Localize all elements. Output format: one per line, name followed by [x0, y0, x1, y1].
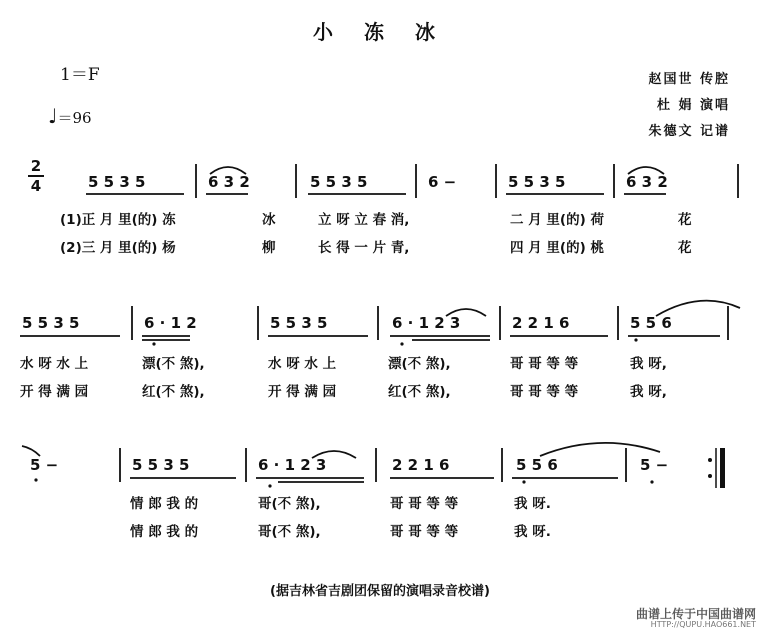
s1-measure-2-notes: 6 3 2	[208, 173, 250, 191]
credit-arranger: 赵国世 传腔	[648, 72, 730, 87]
s3-verse1-lyric-3: 哥(不 煞),	[258, 496, 321, 512]
s2-measure-6-notes: 5 5 6	[630, 314, 672, 332]
s1-verse2-lyric-3: 长 得 一 片 青,	[318, 240, 410, 256]
page-title: 小 冻 冰	[313, 20, 447, 44]
s2-verse2-lyric-5: 哥 哥 等 等	[510, 384, 579, 400]
s2-verse2-lyric-3: 开 得 满 园	[268, 384, 337, 400]
s2-verse1-lyric-5: 哥 哥 等 等	[510, 356, 579, 372]
slur	[628, 167, 664, 174]
s2-measure-4-notes: 6 · 1 2 3	[392, 314, 461, 332]
s2-verse1-lyric-4: 漂(不 煞),	[388, 356, 451, 372]
octave-dots	[34, 338, 653, 487]
s3-measure-5-notes: 5 5 6	[516, 456, 558, 474]
s2-verse2-lyric-2: 红(不 煞),	[142, 384, 205, 400]
s3-measure-2-notes: 5 5 3 5	[132, 456, 190, 474]
slur	[312, 451, 356, 458]
s1-verse1-lyric-6: 花	[678, 212, 692, 228]
s2-verse2-lyric-4: 红(不 煞),	[388, 384, 451, 400]
s2-measure-5-notes: 2 2 1 6	[512, 314, 570, 332]
s2-verse1-lyric-6: 我 呀,	[630, 356, 667, 372]
s3-verse2-lyric-4: 哥 哥 等 等	[390, 524, 459, 540]
site-watermark: 曲谱上传于中国曲谱网	[635, 607, 756, 621]
slur	[22, 446, 40, 456]
credit-singer: 杜 娟 演唱	[656, 98, 730, 113]
s2-verse2-lyric-6: 我 呀,	[630, 384, 667, 400]
s1-measure-6-notes: 6 3 2	[626, 173, 668, 191]
s1-measure-1-notes: 5 5 3 5	[88, 173, 146, 191]
site-url: HTTP://QUPU.HAO661.NET	[650, 620, 756, 629]
s2-verse1-lyric-1: 水 呀 水 上	[20, 356, 89, 372]
s1-verse1-lyric-1: (1)正 月 里(的) 冻	[60, 212, 176, 228]
tempo-value: ＝96	[57, 109, 92, 127]
key-signature: 1＝F	[60, 65, 100, 85]
s1-verse2-lyric-2: 柳	[262, 240, 276, 256]
s3-measure-6-notes: 5 −	[640, 456, 669, 474]
s1-verse1-lyric-5: 二 月 里(的) 荷	[510, 212, 604, 228]
s2-measure-1-notes: 5 5 3 5	[22, 314, 80, 332]
s3-measure-1-notes: 5 −	[30, 456, 59, 474]
s2-verse2-lyric-1: 开 得 满 园	[20, 384, 89, 400]
s3-measure-4-notes: 2 2 1 6	[392, 456, 450, 474]
s1-verse2-lyric-5: 四 月 里(的) 桃	[510, 240, 604, 256]
slur	[210, 167, 246, 174]
s1-verse2-lyric-1: (2)三 月 里(的) 杨	[60, 240, 176, 256]
time-signature-top: 2	[30, 157, 42, 175]
final-repeat-barline	[708, 448, 725, 488]
s3-verse2-lyric-2: 情 郎 我 的	[130, 524, 199, 540]
s2-verse1-lyric-3: 水 呀 水 上	[268, 356, 337, 372]
s3-verse2-lyric-3: 哥(不 煞),	[258, 524, 321, 540]
s1-verse2-lyric-6: 花	[678, 240, 692, 256]
slur	[540, 443, 660, 456]
quarter-note-icon: ♩	[48, 104, 58, 128]
s2-measure-2-notes: 6 · 1 2	[144, 314, 197, 332]
s1-verse1-lyric-2: 冰	[262, 212, 276, 228]
s1-verse1-lyric-3: 立 呀 立 春 消,	[318, 212, 410, 228]
s2-verse1-lyric-2: 漂(不 煞),	[142, 356, 205, 372]
s2-measure-3-notes: 5 5 3 5	[270, 314, 328, 332]
s3-verse1-lyric-2: 情 郎 我 的	[130, 496, 199, 512]
source-note: (据吉林省吉剧团保留的演唱录音校谱)	[270, 584, 490, 599]
slur	[446, 309, 486, 316]
s3-measure-3-notes: 6 · 1 2 3	[258, 456, 327, 474]
credit-transcriber: 朱德文 记谱	[648, 124, 730, 139]
s3-verse1-lyric-5: 我 呀.	[514, 496, 551, 512]
s1-measure-5-notes: 5 5 3 5	[508, 173, 566, 191]
time-signature-bottom: 4	[30, 177, 42, 195]
s1-measure-4-notes: 6 −	[428, 173, 457, 191]
s3-verse2-lyric-5: 我 呀.	[514, 524, 551, 540]
s3-verse1-lyric-4: 哥 哥 等 等	[390, 496, 459, 512]
s1-measure-3-notes: 5 5 3 5	[310, 173, 368, 191]
